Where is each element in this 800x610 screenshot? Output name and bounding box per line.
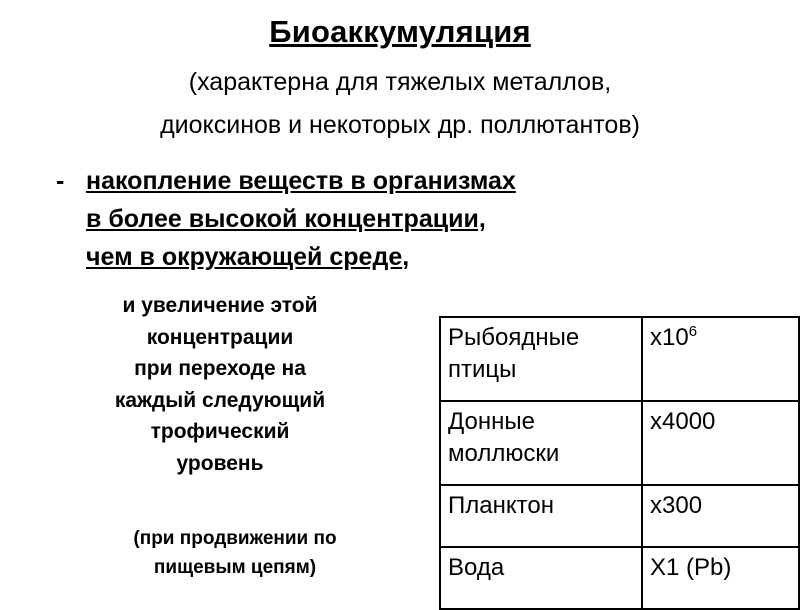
increase-line-3: при переходе на (134, 357, 306, 380)
note-line-2: пищевым цепям) (153, 557, 317, 578)
increase-line-1: и увеличение этой (122, 294, 318, 317)
definition-line-3 (86, 238, 516, 276)
definition-line-3-text: чем в окружающей среде (86, 243, 403, 271)
factor-value: x4000 (650, 408, 716, 435)
increase-line-4: каждый следующий (114, 388, 326, 412)
increase-line-6: уровень (176, 451, 264, 475)
organism-name-line-2: моллюски (448, 440, 560, 467)
organism-name-line-2: птицы (448, 356, 517, 383)
factor-cell (642, 485, 799, 547)
increase-line-5: трофический (150, 420, 290, 443)
factor-cell (642, 401, 799, 485)
definition-comma: , (402, 243, 410, 271)
bioaccumulation-table (439, 316, 800, 610)
table-row (440, 317, 799, 401)
subtitle-line-1: (характерна для тяжелых металлов, (188, 68, 612, 96)
definition-line-2: в более высокой концентрации, (86, 205, 486, 233)
increase-block (40, 290, 400, 479)
organism-name-line-1: Планктон (448, 492, 554, 519)
organism-cell (440, 485, 642, 547)
factor-value: x300 (650, 492, 703, 519)
factor-value: X1 (Pb) (650, 554, 732, 581)
organism-cell (440, 317, 642, 401)
note-line-1: (при продвижении по (133, 528, 337, 549)
subtitle-line-2: диоксинов и некоторых др. поллютантов) (160, 111, 640, 139)
factor-cell (642, 317, 799, 401)
increase-line-2: концентрации (146, 325, 294, 349)
factor-exponent: 6 (688, 323, 698, 340)
slide-title: Биоаккумуляция (269, 14, 531, 49)
organism-cell (440, 401, 642, 485)
food-chain-note (55, 524, 415, 582)
table-row (440, 485, 799, 547)
organism-name-line-1: Донные (448, 408, 535, 435)
definition-lines (86, 162, 516, 276)
factor-value: x10 (650, 324, 689, 351)
definition-dash: - (56, 167, 65, 195)
organism-name-line-1: Вода (448, 554, 505, 581)
table-row (440, 401, 799, 485)
organism-name-line-1: Рыбоядные (448, 324, 580, 351)
definition-line-1: накопление веществ в организмах (86, 167, 516, 195)
